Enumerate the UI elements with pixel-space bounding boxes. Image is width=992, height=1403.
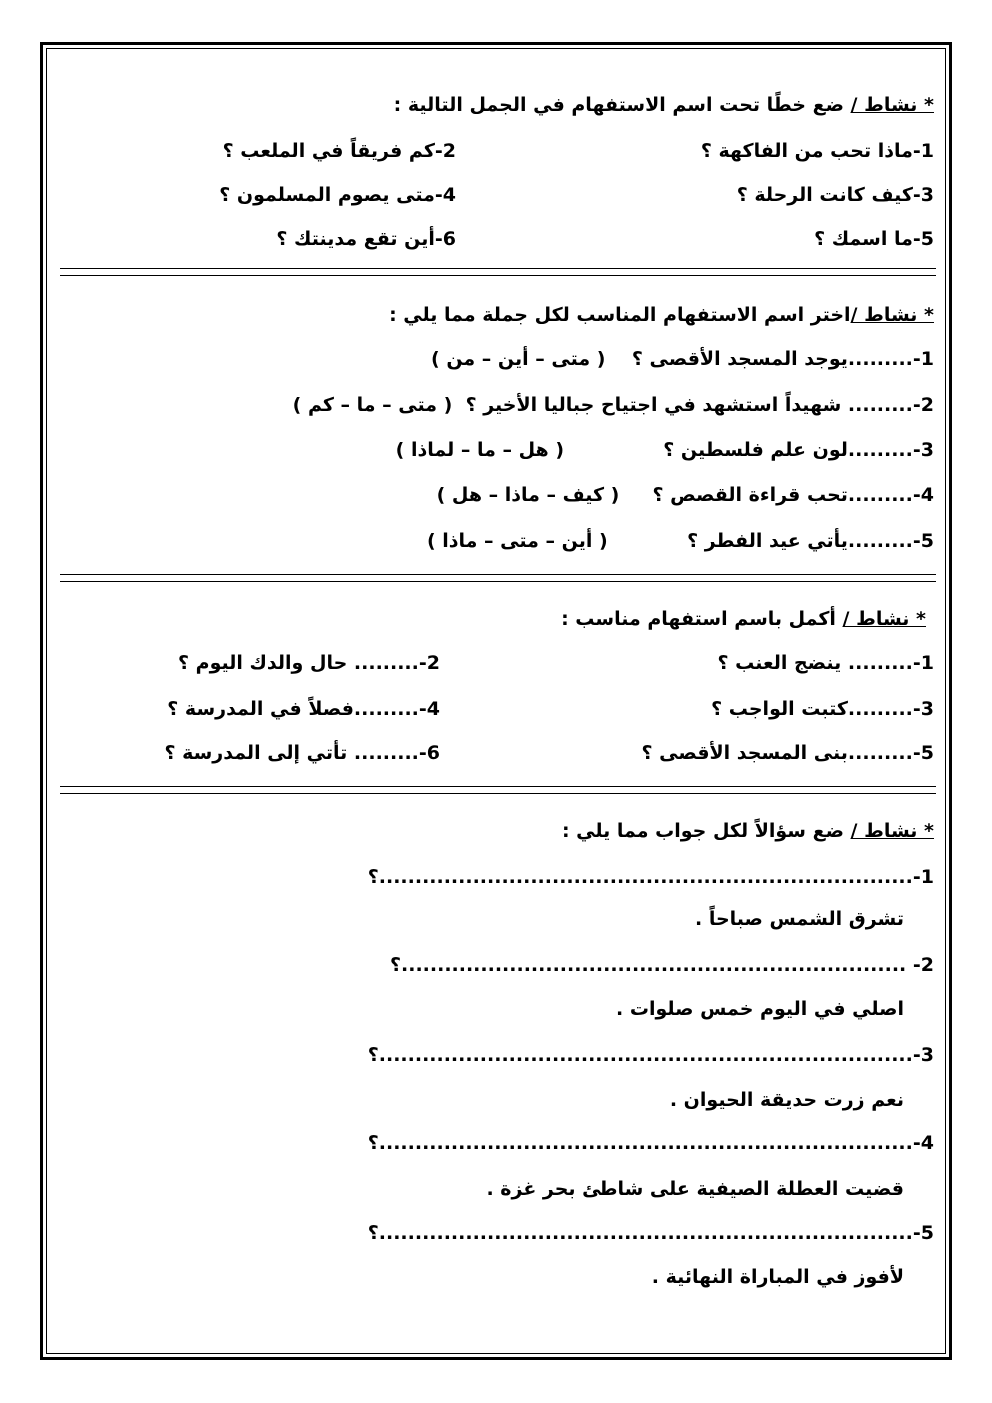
activity2-item-2 [293, 392, 934, 418]
activity3-item-6: 6-......... تأتي إلى المدرسة ؟ [164, 742, 440, 764]
activity4-question-2: 2- ......................................................................؟ [389, 954, 934, 976]
activity2-item-options: ( كيف – ماذا – هل ) [436, 484, 620, 506]
activity4-answer-4: قضيت العطلة الصيفية على شاطئ بحر غزة . [486, 1178, 904, 1200]
activity4-answer-3: نعم زرت حديقة الحيوان . [669, 1089, 904, 1111]
activity3-heading-text: أكمل باسم استفهام مناسب : [561, 608, 843, 630]
activity3-heading-lead: * نشاط / [842, 608, 926, 630]
activity2-item-options: ( متى – أين – من ) [431, 348, 606, 370]
activity2-item-text: 2-......... شهيداً استشهد في اجتياح جباليا الأخير ؟ [465, 394, 934, 416]
activity1-item-2: 2-كم فريقاً في الملعب ؟ [222, 140, 456, 162]
activity2-item-text: 3-.........لون علم فلسطين ؟ [663, 439, 934, 461]
activity4-question-4: 4-..........................................................................؟ [367, 1132, 934, 1154]
section-separator [60, 786, 936, 794]
section-separator [60, 574, 936, 582]
activity2-item-text: 4-.........تحب قراءة القصص ؟ [652, 484, 934, 506]
activity2-heading-text: اختر اسم الاستفهام المناسب لكل جملة مما يلي : [389, 304, 851, 326]
activity4-answer-1: تشرق الشمس صباحاً . [695, 908, 904, 930]
activity1-item-6: 6-أين تقع مدينتك ؟ [276, 228, 456, 250]
activity2-item-1 [431, 346, 934, 372]
activity3-item-4: 4-.........فصلاً في المدرسة ؟ [167, 698, 440, 720]
activity4-question-1: 1-..........................................................................؟ [367, 866, 934, 888]
activity4-answer-2: اصلي في اليوم خمس صلوات . [616, 998, 904, 1020]
activity4-heading [562, 818, 934, 844]
activity3-item-1: 1-......... ينضج العنب ؟ [717, 652, 934, 674]
section-separator [60, 268, 936, 276]
activity3-item-2: 2-......... حال والدك اليوم ؟ [178, 652, 440, 674]
activity2-item-options: ( أين – متى – ماذا ) [426, 530, 608, 552]
activity2-heading [389, 302, 934, 328]
activity2-heading-lead: * نشاط / [850, 304, 934, 326]
activity3-heading [561, 606, 926, 632]
activity2-item-4 [437, 482, 934, 508]
activity4-heading-lead: * نشاط / [850, 820, 934, 842]
activity2-item-options: ( هل – ما – لماذا ) [395, 439, 565, 461]
activity3-item-3: 3-.........كتبت الواجب ؟ [711, 698, 934, 720]
activity1-heading-text: ضع خطًا تحت اسم الاستفهام في الجمل التالية : [393, 94, 851, 116]
activity4-answer-5: لأفوز في المباراة النهائية . [651, 1266, 904, 1288]
activity4-question-5: 5-..........................................................................؟ [367, 1222, 934, 1244]
activity2-item-text: 5-.........يأتي عيد الفطر ؟ [687, 530, 934, 552]
activity2-item-5 [427, 528, 934, 554]
activity4-heading-text: ضع سؤالاً لكل جواب مما يلي : [561, 820, 851, 842]
activity1-item-5: 5-ما اسمك ؟ [814, 228, 934, 250]
activity2-item-3 [396, 437, 934, 463]
activity2-item-text: 1-.........يوجد المسجد الأقصى ؟ [631, 348, 934, 370]
activity3-item-5: 5-.........بنى المسجد الأقصى ؟ [641, 742, 934, 764]
activity1-item-3: 3-كيف كانت الرحلة ؟ [736, 184, 934, 206]
activity2-item-options: ( متى – ما – كم ) [292, 394, 453, 416]
activity1-item-4: 4-متى يصوم المسلمون ؟ [219, 184, 456, 206]
activity4-question-3: 3-..........................................................................؟ [367, 1044, 934, 1066]
activity1-heading-lead: * نشاط / [850, 94, 934, 116]
activity1-item-1: 1-ماذا تحب من الفاكهة ؟ [700, 140, 934, 162]
activity1-heading [394, 92, 934, 118]
